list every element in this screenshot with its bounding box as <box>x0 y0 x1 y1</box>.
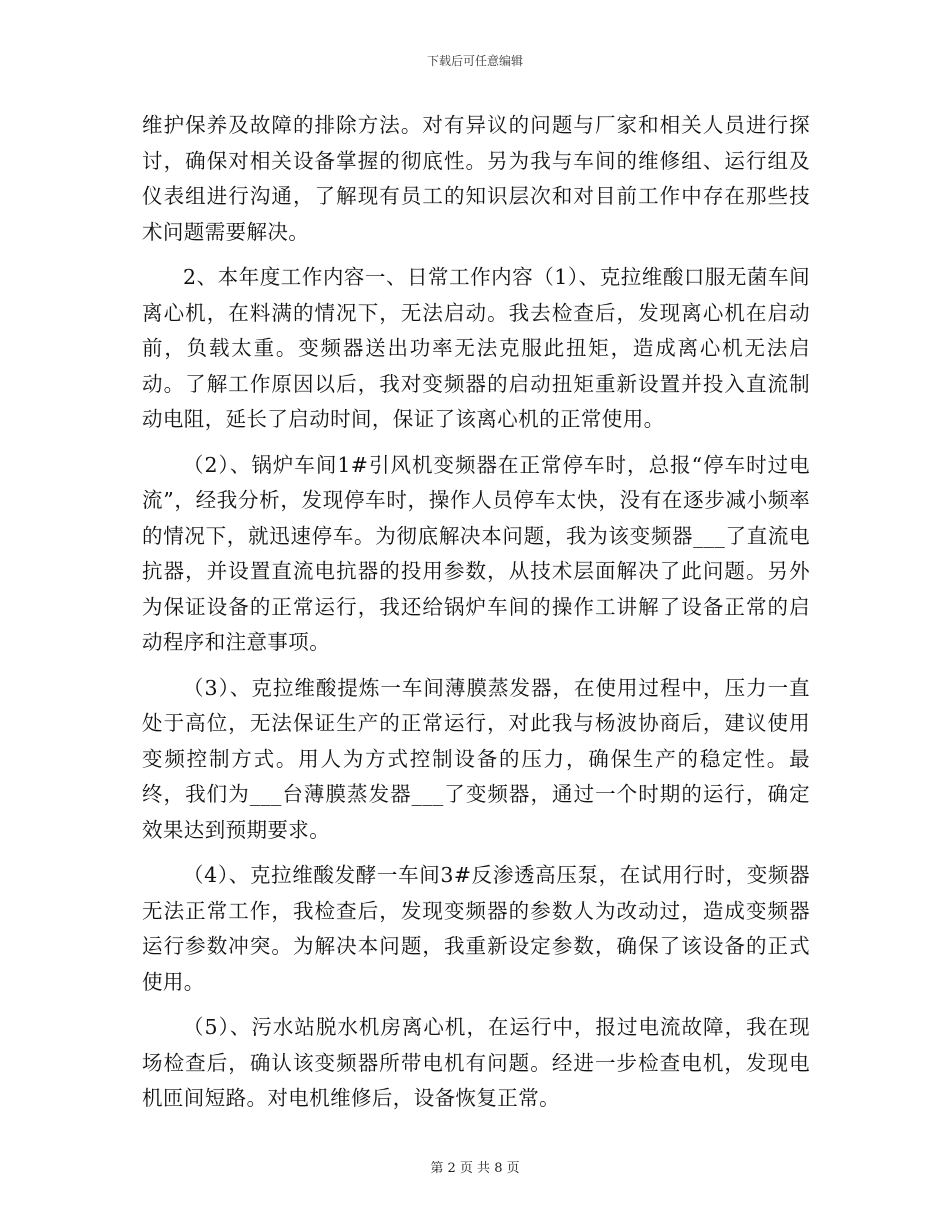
document-body <box>142 108 810 1127</box>
paragraph-1: 维护保养及故障的排除方法。对有异议的问题与厂家和相关人员进行探讨，确保对相关设备掌握的彻底性。另为我与车间的维修组、运行组及仪表组进行沟通，了解现有员工的知识层次和对目前工作中存在那些技术问题需要解决。 <box>142 113 810 244</box>
paragraph-2: 2、本年度工作内容一、日常工作内容（1）、克拉维酸口服无菌车间离心机，在料满的情况下，无法启动。我去检查后，发现离心机在启动前，负载太重。变频器送出功率无法克服此扭矩，造成离心机无法启动。了解工作原因以后，我对变频器的启动扭矩重新设置并投入直流制动电阻，延长了启动时间，保证了该离心机的正常使用。 <box>142 265 810 431</box>
page-header: 下载后可任意编辑 <box>426 54 523 68</box>
paragraph-5: （4）、克拉维酸发酵一车间3#反渗透高压泵，在试用行时，变频器无法正常工作，我检查后，发现变频器的参数人为改动过，造成变频器运行参数冲突。为解决本问题，我重新设定参数，确保了该设备的正式使用。 <box>142 863 810 994</box>
paragraph-3: （2）、锅炉车间1#引风机变频器在正常停车时，总报“停车时过电流”，经我分析，发现停车时，操作人员停车太快，没有在逐步减小频率的情况下，就迅速停车。为彻底解决本问题，我为该变频器___了直流电抗器，并设置直流电抗器的投用参数，从技术层面解决了此问题。另外为保证设备的正常运行，我还给锅炉车间的操作工讲解了设备正常的启动程序和注意事项。 <box>142 452 810 654</box>
page-number: 第 2 页 共 8 页 <box>430 1161 520 1176</box>
paragraph-6: （5）、污水站脱水机房离心机，在运行中，报过电流故障，我在现场检查后，确认该变频器所带电机有问题。经进一步检查电机，发现电机匝间短路。对电机维修后，设备恢复正常。 <box>142 1015 810 1110</box>
paragraph-4: （3）、克拉维酸提炼一车间薄膜蒸发器，在使用过程中，压力一直处于高位，无法保证生产的正常运行，对此我与杨波协商后，建议使用变频控制方式。用人为方式控制设备的压力，确保生产的稳定性。最终，我们为___台薄膜蒸发器___了变频器，通过一个时期的运行，确定效果达到预期要求。 <box>142 675 810 842</box>
